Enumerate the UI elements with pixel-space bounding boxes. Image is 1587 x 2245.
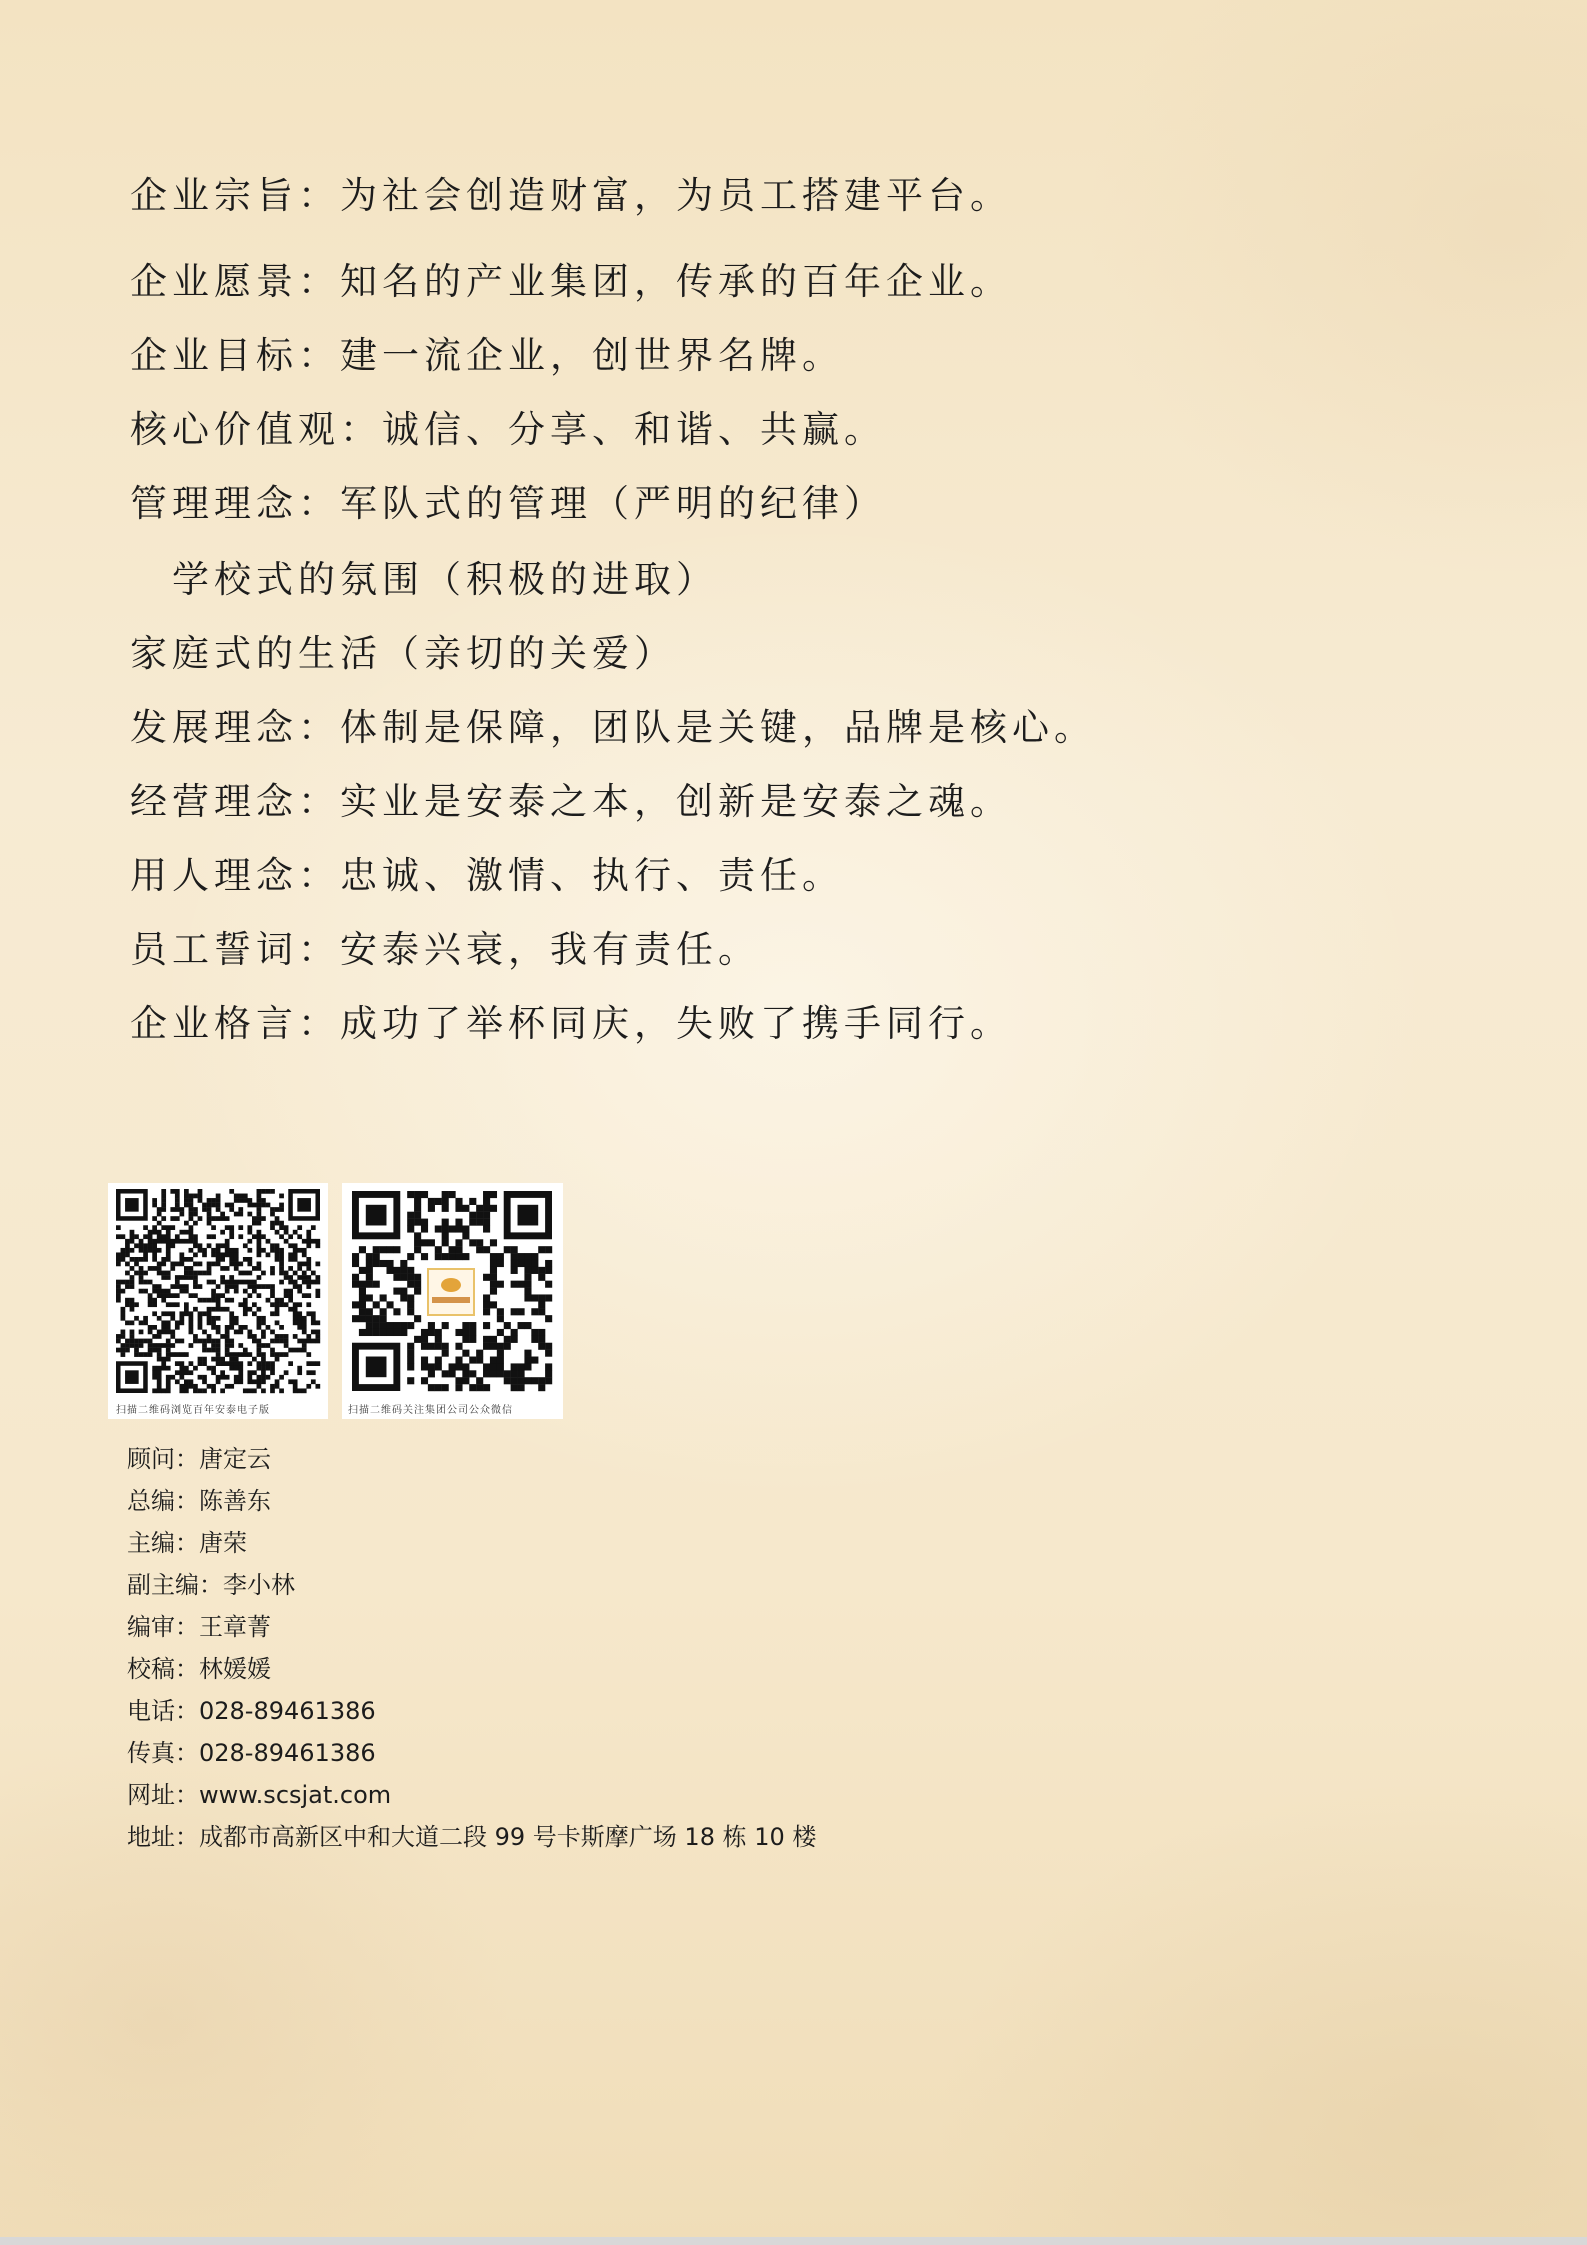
- credit-fax: 传真：028-89461386: [127, 1739, 376, 1767]
- qr-code-wechat[interactable]: [342, 1183, 563, 1419]
- principle-vision: 企业愿景：知名的产业集团，传承的百年企业。: [130, 260, 1012, 303]
- credit-editor-in-chief: 总编：陈善东: [127, 1487, 271, 1515]
- credit-chief-editor: 主编：唐荣: [127, 1529, 247, 1557]
- principle-management-school: 学校式的氛围（积极的进取）: [172, 558, 718, 601]
- principle-core-values: 核心价值观：诚信、分享、和谐、共赢。: [130, 408, 886, 451]
- principle-development: 发展理念：体制是保障，团队是关键，品牌是核心。: [130, 706, 1096, 749]
- principle-management: 管理理念：军队式的管理（严明的纪律）: [130, 482, 886, 525]
- qr-code-icon: [108, 1183, 328, 1399]
- principle-mission: 企业宗旨：为社会创造财富，为员工搭建平台。: [130, 174, 1012, 217]
- logo-wordmark: [432, 1297, 470, 1303]
- principle-employee-oath: 员工誓词：安泰兴衰，我有责任。: [130, 928, 760, 971]
- credit-proofreader: 校稿：林媛媛: [127, 1655, 271, 1683]
- logo-emblem: [441, 1278, 461, 1292]
- principle-employment: 用人理念：忠诚、激情、执行、责任。: [130, 854, 844, 897]
- credit-phone: 电话：028-89461386: [127, 1697, 376, 1725]
- qr-code-ebook-caption: 扫描二维码浏览百年安泰电子版: [116, 1405, 270, 1416]
- credit-advisor: 顾问：唐定云: [127, 1445, 271, 1473]
- credit-website[interactable]: 网址：www.scsjat.com: [127, 1781, 392, 1809]
- credit-address: 地址：成都市高新区中和大道二段 99 号卡斯摩广场 18 栋 10 楼: [127, 1823, 817, 1851]
- principle-goal: 企业目标：建一流企业，创世界名牌。: [130, 334, 844, 377]
- credit-deputy-editor: 副主编：李小林: [127, 1571, 295, 1599]
- company-logo-icon: [427, 1268, 475, 1316]
- qr-code-wechat-caption: 扫描二维码关注集团公司公众微信: [348, 1405, 513, 1416]
- qr-code-ebook[interactable]: [108, 1183, 328, 1419]
- credit-reviewer: 编审：王章菁: [127, 1613, 271, 1641]
- page-bottom-edge: [0, 2237, 1587, 2245]
- principle-operation: 经营理念：实业是安泰之本，创新是安泰之魂。: [130, 780, 1012, 823]
- principle-motto: 企业格言：成功了举杯同庆，失败了携手同行。: [130, 1002, 1012, 1045]
- qr-code-area: [108, 1183, 563, 1419]
- principle-management-family: 家庭式的生活（亲切的关爱）: [130, 632, 676, 675]
